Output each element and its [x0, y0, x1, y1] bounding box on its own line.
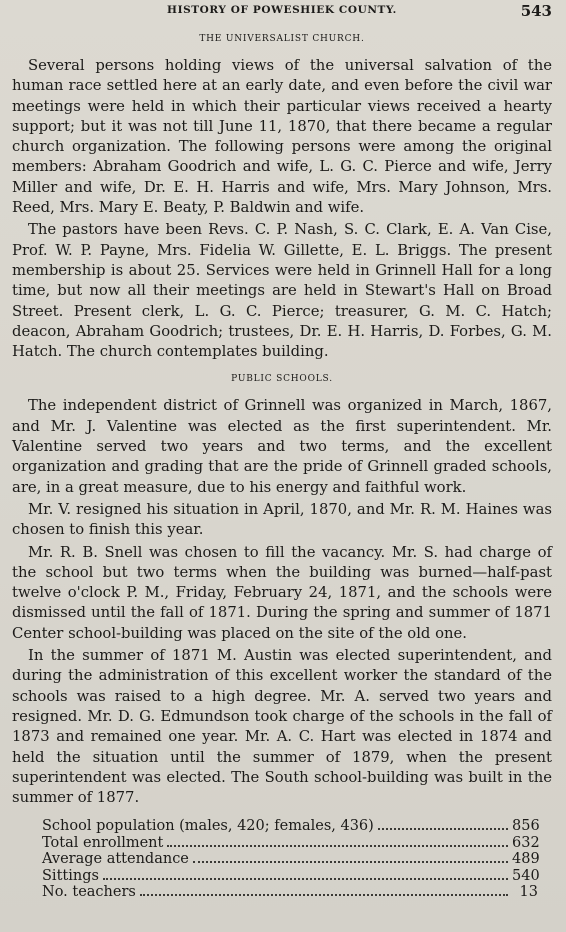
paragraph: Several persons holding views of the universal salvation of the human race settled here at an early date, and even before the civil war meetings were held in which their particular views received a hearty support; but it was not till June 11, 1870, that there became a regular church organization. The following persons were among the original members: Abraham Goodrich and wife, L. G. C. Pierce and wife, Jerry Miller and wife, Dr. E. H. Harris and wife, Mrs. Mary Johnson, Mrs. Reed, Mrs. Mary E. Beaty, P. Baldwin and wife.	[12, 57, 552, 217]
stat-label: School population (males, 420; females, 436)	[42, 818, 374, 835]
school-statistics-table	[42, 818, 538, 901]
paragraph: The pastors have been Revs. C. P. Nash, S. C. Clark, E. A. Van Cise, Prof. W. P. Payne, Mrs. Fidelia W. Gillette, E. L. Briggs. The present membership is about 25. Services were held in Grinnell Hall for a long time, but now all their meetings are held in Stewart's Hall on Broad Street. Present clerk, L. G. C. Pierce; treasurer, G. M. C. Hatch; deacon, Abraham Goodrich; trustees, Dr. E. H. Harris, D. Forbes, G. M. Hatch. The church contemplates building.	[12, 221, 552, 361]
stat-value: 632	[512, 834, 540, 851]
dot-leader	[378, 828, 508, 830]
stat-row	[42, 851, 538, 868]
stat-label: Average attendance	[42, 851, 189, 868]
dot-leader	[103, 878, 508, 880]
stat-value: 540	[512, 867, 540, 884]
stat-row	[42, 868, 538, 885]
section-universalist-church	[12, 34, 552, 362]
section-public-schools	[12, 374, 552, 808]
paragraph: In the summer of 1871 M. Austin was elected superintendent, and during the administration of this excellent worker the standard of the schools was raised to a high degree. Mr. A. served two years and resigned. Mr. D. G. Edmundson took charge of the schools in the fall of 1873 and remained one year. Mr. A. C. Hart was elected in 1874 and held the situation until the summer of 1879, when the present superintendent was elected. The South school-building was built in the summer of 1877.	[12, 647, 552, 807]
dot-leader	[140, 894, 508, 896]
paragraph: The independent district of Grinnell was organized in March, 1867, and Mr. J. Valentine was elected as the first superintendent. Mr. Valentine served two years and two terms, and the excellent organization and grading that are the pride of Grinnell graded schools, are, in a great measure, due to his energy and faithful work.	[12, 397, 552, 496]
stat-value: 489	[512, 851, 540, 868]
page-number: 543	[520, 2, 552, 20]
stat-value: 13	[519, 884, 538, 901]
stat-row	[42, 835, 538, 852]
dot-leader	[167, 845, 508, 847]
dot-leader	[193, 861, 508, 863]
stat-row	[42, 884, 538, 901]
running-head	[12, 4, 552, 22]
running-title: HISTORY OF POWESHIEK COUNTY.	[167, 4, 397, 16]
stat-value: 856	[512, 818, 540, 835]
stat-row	[42, 818, 538, 835]
stat-label: Sittings	[42, 867, 99, 884]
paragraph: Mr. R. B. Snell was chosen to fill the vacancy. Mr. S. had charge of the school but two terms when the building was burned—half-past twelve o'clock P. M., Friday, February 24, 1871, and the schools were dismissed until the fall of 1871. During the spring and summer of 1871 Center school-building was placed on the site of the old one.	[12, 543, 552, 642]
stat-label: No. teachers	[42, 884, 136, 901]
section-heading: THE UNIVERSALIST CHURCH.	[199, 34, 365, 44]
paragraph: Mr. V. resigned his situation in April, 1870, and Mr. R. M. Haines was chosen to finish this year.	[12, 500, 552, 539]
stat-label: Total enrollment	[42, 834, 164, 851]
section-heading: PUBLIC SCHOOLS.	[231, 374, 333, 385]
